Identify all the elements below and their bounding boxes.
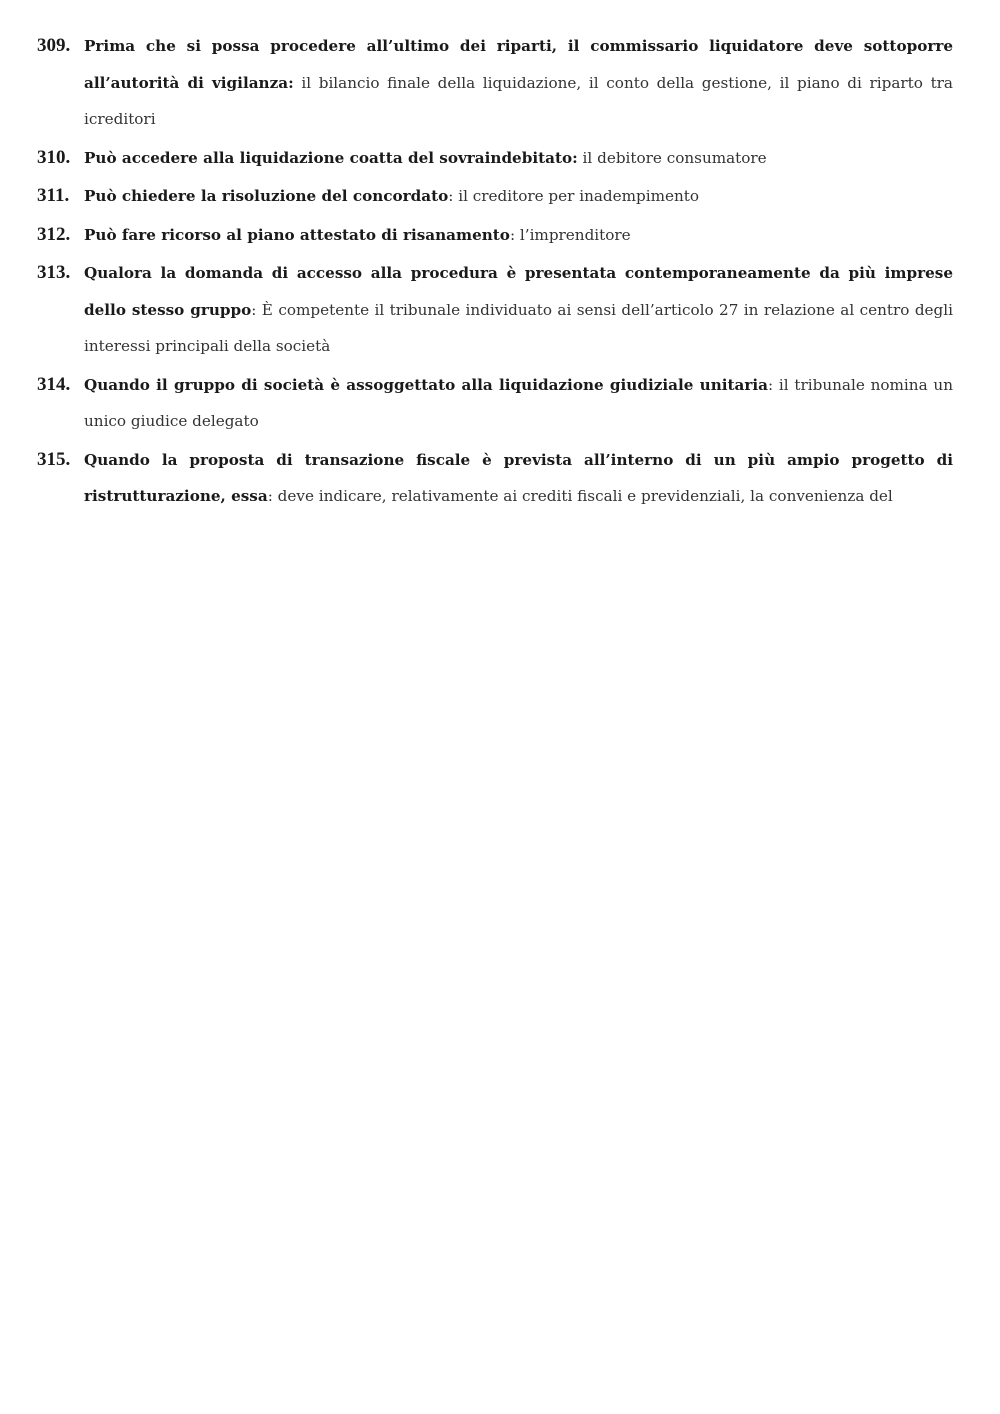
item-text [84,178,953,215]
item-answer: : l’imprenditore [509,225,631,244]
item-text [84,140,953,177]
item-text [84,28,953,138]
document-page [37,28,953,517]
list-item [37,255,953,365]
item-text [84,367,953,440]
item-text [84,442,953,515]
list-item [37,140,953,177]
list-item [37,28,953,138]
item-number: 310. [37,146,71,168]
item-question: Prima che si possa procedere all’ultimo dei riparti, il commissario liquidatore deve sottoporre all’autorità di vigilanza: [84,37,953,92]
item-question: Può chiedere la risoluzione del concordato [84,187,449,205]
item-question: Può accedere alla liquidazione coatta del sovraindebitato: [84,148,578,167]
item-text [84,217,953,254]
list-item [37,442,953,515]
item-answer: : È competente il tribunale individuato ai sensi dell’articolo 27 in relazione al centro degli interessi principali della società [84,300,953,355]
item-question: Quando il gruppo di società è assoggettato alla liquidazione giudiziale unitaria [84,375,768,394]
item-question: Può fare ricorso al piano attestato di risanamento [84,225,510,244]
item-answer: : deve indicare, relativamente ai crediti fiscali e previdenziali, la convenienza del [267,487,893,505]
item-number: 312. [37,223,71,245]
item-answer: il debitore consumatore [577,148,767,167]
list-item [37,217,953,254]
item-question: Quando la proposta di transazione fiscale è prevista all’interno di un più ampio progetto di ristrutturazione, essa [84,450,953,505]
item-number: 315. [37,448,71,470]
item-text [84,255,953,365]
item-number: 311. [37,185,70,206]
item-number: 313. [37,262,71,283]
item-number: 309. [37,35,71,56]
list-item [37,367,953,440]
item-number: 314. [37,373,71,395]
list-item [37,178,953,215]
item-answer: : il tribunale nomina un unico giudice delegato [84,375,953,430]
item-answer: il bilancio finale della liquidazione, il conto della gestione, il piano di riparto tra icreditori [84,73,953,128]
item-question: Qualora la domanda di accesso alla procedura è presentata contemporaneamente da più imprese dello stesso gruppo [84,264,953,319]
item-answer: : il creditore per inadempimento [448,187,700,205]
